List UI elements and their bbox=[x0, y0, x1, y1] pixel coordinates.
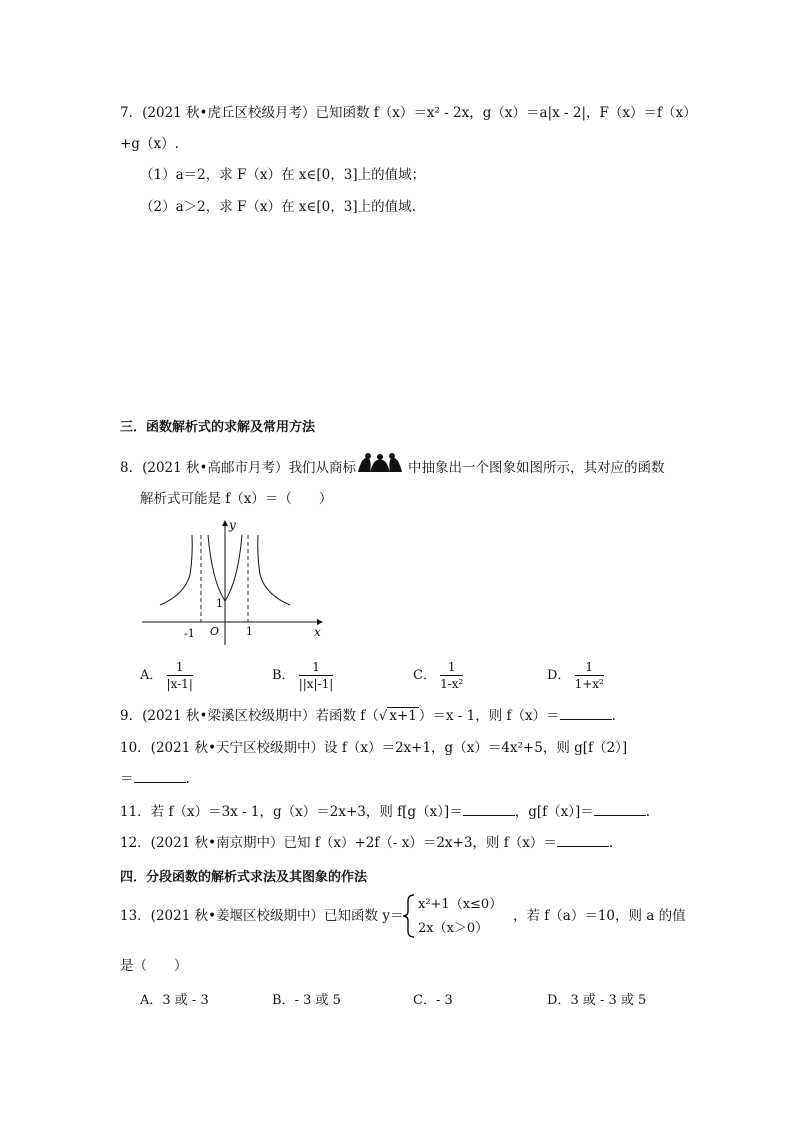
function-graph bbox=[140, 515, 340, 654]
q8-option-c bbox=[413, 660, 463, 691]
option-fraction: $\frac{1}{|x-1|}$ bbox=[166, 660, 193, 691]
section4-title: 四．分段函数的解析式求法及其图象的作法 bbox=[120, 870, 368, 885]
answer-blank[interactable] bbox=[594, 803, 646, 816]
brand-logo-image bbox=[356, 452, 404, 478]
option-fraction: $\frac{1}{\text{1+x²}}$ bbox=[574, 660, 604, 691]
q7-line1: 7．(2021 秋•虎丘区校级月考）已知函数 f（x）＝x² - 2x，g（x）＝a|x - 2|，F（x）＝f（x） bbox=[120, 105, 697, 121]
q11-line: 11．若 f（x）＝3x - 1，g（x）＝2x+3，则 f[g（x）]＝ ，g[f（x）]＝ . bbox=[120, 804, 651, 820]
option-letter: C． bbox=[413, 668, 436, 683]
section3-title: 三．函数解析式的求解及常用方法 bbox=[120, 420, 316, 435]
q8-option-d bbox=[547, 660, 604, 691]
answer-blank[interactable] bbox=[560, 707, 612, 720]
q7-part1: （1）a＝2，求 F（x）在 x∈[0，3]上的值域； bbox=[140, 167, 426, 183]
sqrt-symbol: √ bbox=[378, 708, 388, 724]
answer-blank[interactable] bbox=[134, 770, 186, 783]
curve-right-outer bbox=[258, 535, 290, 605]
q8-option-b bbox=[272, 660, 333, 691]
q13-option-d: D．3 或 - 3 或 5 bbox=[547, 993, 647, 1008]
sqrt-radicand: x+1 bbox=[389, 708, 417, 724]
q9-line: 9．(2021 秋•梁溪区校级期中）若函数 f（√ x+1 ）＝x - 1，则 f（x）＝ . bbox=[120, 708, 616, 724]
answer-blank[interactable] bbox=[463, 803, 515, 816]
q8-line1-after: 中抽象出一个图象如图所示，其对应的函数 bbox=[408, 460, 665, 476]
option-fraction: $\frac{1}{||x|-1|}$ bbox=[298, 660, 334, 691]
option-fraction: $\frac{1}{\text{1-x²}}$ bbox=[440, 660, 464, 691]
q13-option-a: A．3 或 - 3 bbox=[140, 993, 209, 1008]
q10-line1: 10．(2021 秋•天宁区校级期中）设 f（x）＝2x+1，g（x）＝4x²+5，则 g[f（2）] bbox=[120, 740, 628, 756]
q8-line2: 解析式可能是 f（x）＝（ ） bbox=[140, 491, 333, 507]
x-axis-label: x bbox=[314, 625, 321, 639]
option-letter: A． bbox=[140, 668, 163, 683]
q8-option-a bbox=[140, 660, 193, 691]
tick-1-label: 1 bbox=[246, 625, 253, 638]
piece-case1: x²+1（x≤0） bbox=[418, 897, 503, 912]
q13-line1-after: ，若 f（a）＝10，则 a 的值 bbox=[513, 908, 686, 924]
answer-blank[interactable] bbox=[557, 834, 609, 847]
q13-option-b: B．- 3 或 5 bbox=[272, 993, 341, 1008]
y-tick-1-label: 1 bbox=[216, 597, 223, 610]
q10-line2: ＝ . bbox=[120, 771, 190, 787]
q8-line1-before: 8．(2021 秋•高邮市月考）我们从商标 bbox=[120, 460, 356, 476]
q13-line2: 是（ ） bbox=[120, 958, 188, 974]
left-brace-icon bbox=[400, 893, 418, 939]
piece-case2: 2x（x＞0） bbox=[418, 921, 489, 936]
curve-left-outer bbox=[160, 535, 192, 605]
q13-line1-before: 13．(2021 秋•姜堰区校级期中）已知函数 y＝ bbox=[120, 908, 404, 924]
q7-part2: （2）a＞2，求 F（x）在 x∈[0，3]上的值域. bbox=[140, 199, 416, 215]
option-letter: B． bbox=[272, 668, 295, 683]
origin-label: O bbox=[210, 625, 220, 638]
q12-line: 12．(2021 秋•南京期中）已知 f（x）+2f（- x）＝2x+3，则 f（x）＝ . bbox=[120, 835, 614, 851]
option-letter: D． bbox=[547, 668, 571, 683]
y-axis-label: y bbox=[229, 518, 236, 532]
q7-line2: +g（x）. bbox=[120, 136, 179, 152]
q13-option-c: C．- 3 bbox=[413, 993, 453, 1008]
tick-neg1-label: -1 bbox=[184, 627, 195, 640]
